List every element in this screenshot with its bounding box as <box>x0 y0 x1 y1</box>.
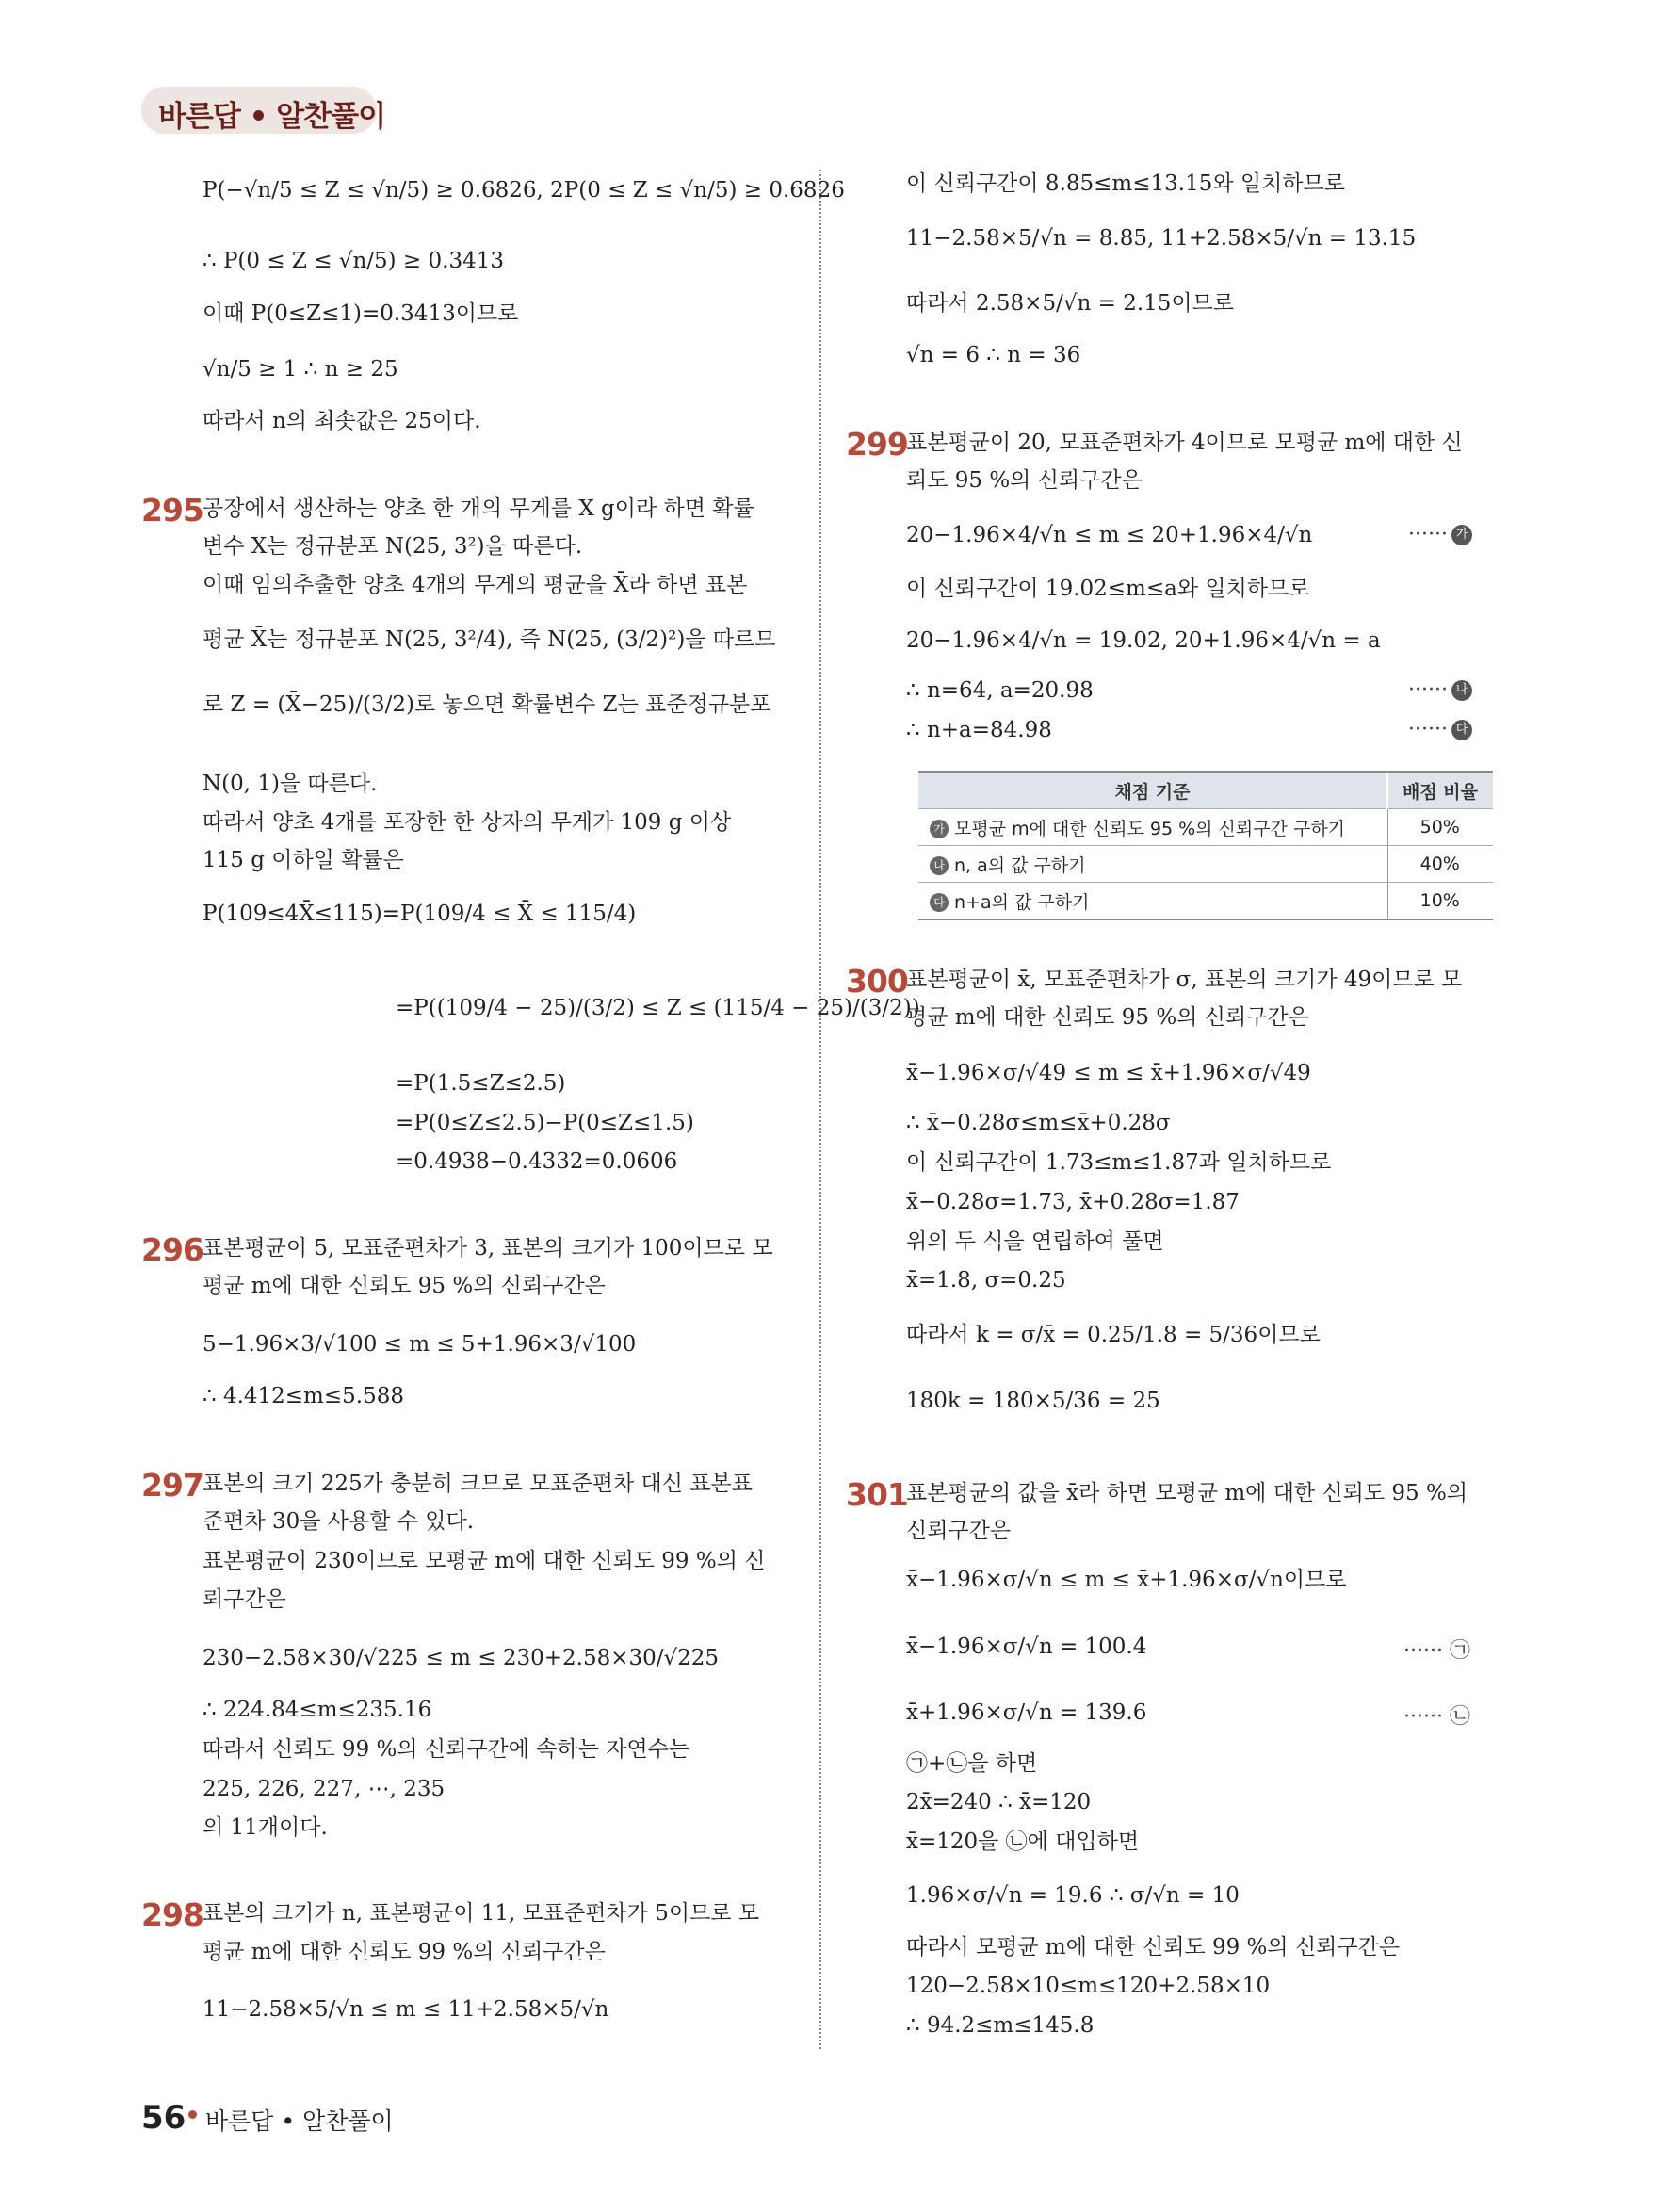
p301-line-3: x̄−1.96×σ/√n ≤ m ≤ x̄+1.96×σ/√n이므로 <box>906 1568 1347 1592</box>
grading-text: 모평균 m에 대한 신뢰도 95 %의 신뢰구간 구하기 <box>954 818 1346 839</box>
p300-line-1: 표본평균이 x̄, 모표준편차가 σ, 표본의 크기가 49이므로 모 <box>906 968 1463 992</box>
p301-line-5: x̄+1.96×σ/√n = 139.6 <box>906 1700 1147 1725</box>
p301-line-2: 신뢰구간은 <box>906 1519 1012 1543</box>
left-cont-line-4: √n/5 ≥ 1 ∴ n ≥ 25 <box>203 357 398 382</box>
right-cont-line-3: 따라서 2.58×5/√n = 2.15이므로 <box>906 291 1235 316</box>
p298-line-2: 평균 m에 대한 신뢰도 99 %의 신뢰구간은 <box>203 1940 606 1964</box>
grading-table <box>918 771 1493 920</box>
circle-na-icon: 나 <box>930 856 949 875</box>
right-cont-line-4: √n = 6 ∴ n = 36 <box>906 343 1081 367</box>
left-cont-line-2: ∴ P(0 ≤ Z ≤ √n/5) ≥ 0.3413 <box>203 249 504 273</box>
p298-line-1: 표본의 크기가 n, 표본평균이 11, 모표준편차가 5이므로 모 <box>203 1901 760 1926</box>
circle-na-icon: 나 <box>1451 680 1472 701</box>
p295-line-6: N(0, 1)을 따른다. <box>203 772 378 796</box>
p299-line-1: 표본평균이 20, 모표준편차가 4이므로 모평균 m에 대한 신 <box>906 431 1463 455</box>
page-number: 56 <box>141 2099 186 2137</box>
p300-line-4: ∴ x̄−0.28σ≤m≤x̄+0.28σ <box>906 1111 1171 1135</box>
circle-da-icon: 다 <box>1451 720 1472 740</box>
p296-line-4: ∴ 4.412≤m≤5.588 <box>203 1384 404 1408</box>
p295-line-12: =P(0≤Z≤2.5)−P(0≤Z≤1.5) <box>396 1111 694 1135</box>
p299-line-7: ∴ n+a=84.98 <box>906 718 1052 742</box>
column-divider <box>819 170 821 2049</box>
p301-line-1: 표본평균의 값을 x̄라 하면 모평균 m에 대한 신뢰도 95 %의 <box>906 1481 1468 1505</box>
marker-circled-2 <box>1403 1700 1470 1730</box>
p297-line-5: 230−2.58×30/√225 ≤ m ≤ 230+2.58×30/√225 <box>203 1646 720 1670</box>
problem-number-299: 299 <box>846 426 908 463</box>
p299-line-4: 이 신뢰구간이 19.02≤m≤a와 일치하므로 <box>906 577 1310 601</box>
p301-line-9: 1.96×σ/√n = 19.6 ∴ σ/√n = 10 <box>906 1883 1240 1908</box>
footer-label: 바른답 • 알찬풀이 <box>205 2107 394 2135</box>
grading-text: n+a의 값 구하기 <box>954 891 1090 913</box>
marker-dots: ······ <box>1403 1639 1443 1663</box>
marker-na <box>1408 678 1472 702</box>
p299-line-2: 뢰도 95 %의 신뢰구간은 <box>906 468 1143 493</box>
problem-number-298: 298 <box>141 1896 203 1933</box>
p295-line-2: 변수 X는 정규분포 N(25, 3²)을 따른다. <box>203 534 583 559</box>
grading-pct: 10% <box>1387 883 1493 920</box>
p300-line-3: x̄−1.96×σ/√49 ≤ m ≤ x̄+1.96×σ/√49 <box>906 1061 1311 1085</box>
marker-dots: ······ <box>1408 678 1448 702</box>
table-row <box>918 809 1493 846</box>
p295-line-11: =P(1.5≤Z≤2.5) <box>396 1071 566 1096</box>
grading-cell <box>918 846 1387 883</box>
problem-number-296: 296 <box>141 1231 203 1268</box>
footer-dot-icon <box>188 2110 197 2119</box>
circle-ga-icon: 가 <box>930 820 949 838</box>
marker-dots: ······ <box>1408 523 1448 546</box>
p299-line-6: ∴ n=64, a=20.98 <box>906 678 1094 703</box>
header-title: 바른답 • 알찬풀이 <box>158 100 386 134</box>
p301-line-6: ㉠+㉡을 하면 <box>906 1751 1038 1776</box>
circled-2-icon: ㉡ <box>1449 1705 1470 1729</box>
grading-pct: 40% <box>1387 846 1493 883</box>
p301-line-4: x̄−1.96×σ/√n = 100.4 <box>906 1635 1147 1659</box>
p300-line-8: x̄=1.8, σ=0.25 <box>906 1268 1066 1293</box>
left-cont-line-5: 따라서 n의 최솟값은 25이다. <box>203 409 481 433</box>
p295-line-10: =P((109/4 − 25)/(3/2) ≤ Z ≤ (115/4 − 25)/(3/2)) <box>396 996 920 1020</box>
p299-line-3: 20−1.96×4/√n ≤ m ≤ 20+1.96×4/√n <box>906 523 1313 547</box>
problem-number-297: 297 <box>141 1467 203 1504</box>
p297-line-4: 뢰구간은 <box>203 1587 286 1612</box>
p296-line-3: 5−1.96×3/√100 ≤ m ≤ 5+1.96×3/√100 <box>203 1332 637 1357</box>
marker-dots: ······ <box>1403 1705 1443 1729</box>
p297-line-1: 표본의 크기 225가 충분히 크므로 모표준편차 대신 표본표 <box>203 1472 753 1496</box>
p298-line-3: 11−2.58×5/√n ≤ m ≤ 11+2.58×5/√n <box>203 1997 609 2022</box>
p301-line-11: 120−2.58×10≤m≤120+2.58×10 <box>906 1974 1271 1998</box>
marker-dots: ······ <box>1408 718 1448 741</box>
p301-line-8: x̄=120을 ㉡에 대입하면 <box>906 1830 1140 1854</box>
p300-line-7: 위의 두 식을 연립하여 풀면 <box>906 1229 1164 1254</box>
grading-header-ratio: 배점 비율 <box>1387 772 1493 809</box>
p295-line-1: 공장에서 생산하는 양초 한 개의 무게를 X g이라 하면 확률 <box>203 496 754 521</box>
left-cont-line-3: 이때 P(0≤Z≤1)=0.3413이므로 <box>203 301 519 326</box>
p295-line-7: 따라서 양초 4개를 포장한 한 상자의 무게가 109 g 이상 <box>203 810 732 835</box>
p300-line-5: 이 신뢰구간이 1.73≤m≤1.87과 일치하므로 <box>906 1150 1332 1175</box>
p301-line-7: 2x̄=240 ∴ x̄=120 <box>906 1790 1092 1814</box>
p297-line-8: 225, 226, 227, ⋯, 235 <box>203 1777 446 1801</box>
problem-number-300: 300 <box>846 963 908 1000</box>
circle-da-icon: 다 <box>930 893 949 912</box>
p299-line-5: 20−1.96×4/√n = 19.02, 20+1.96×4/√n = a <box>906 628 1381 653</box>
left-cont-line-1: P(−√n/5 ≤ Z ≤ √n/5) ≥ 0.6826, 2P(0 ≤ Z ≤ √n/5) ≥ 0.6826 <box>203 178 845 203</box>
p300-line-9: 따라서 k = σ/x̄ = 0.25/1.8 = 5/36이므로 <box>906 1323 1321 1347</box>
p297-line-9: 의 11개이다. <box>203 1815 328 1840</box>
grading-header-criteria: 채점 기준 <box>918 772 1387 809</box>
p295-line-8: 115 g 이하일 확률은 <box>203 848 404 872</box>
table-row <box>918 883 1493 920</box>
circled-1-icon: ㉠ <box>1449 1639 1470 1663</box>
grading-cell <box>918 883 1387 920</box>
p297-line-3: 표본평균이 230이므로 모평균 m에 대한 신뢰도 99 %의 신 <box>203 1549 766 1573</box>
right-cont-line-2: 11−2.58×5/√n = 8.85, 11+2.58×5/√n = 13.15 <box>906 226 1417 251</box>
p295-line-5: 로 Z = (X̄−25)/(3/2)로 놓으면 확률변수 Z는 표준정규분포 <box>203 692 771 717</box>
right-cont-line-1: 이 신뢰구간이 8.85≤m≤13.15와 일치하므로 <box>906 171 1345 196</box>
p300-line-6: x̄−0.28σ=1.73, x̄+0.28σ=1.87 <box>906 1190 1240 1214</box>
grading-cell <box>918 809 1387 846</box>
table-row <box>918 846 1493 883</box>
p296-line-2: 평균 m에 대한 신뢰도 95 %의 신뢰구간은 <box>203 1274 606 1298</box>
grading-table-header <box>918 772 1493 809</box>
grading-pct: 50% <box>1387 809 1493 846</box>
circle-ga-icon: 가 <box>1451 525 1472 545</box>
problem-number-295: 295 <box>141 492 203 529</box>
marker-da <box>1408 718 1472 741</box>
p295-line-9: P(109≤4X̄≤115)=P(109/4 ≤ X̄ ≤ 115/4) <box>203 902 637 926</box>
p301-line-10: 따라서 모평균 m에 대한 신뢰도 99 %의 신뢰구간은 <box>906 1935 1401 1960</box>
p297-line-6: ∴ 224.84≤m≤235.16 <box>203 1698 432 1722</box>
grading-text: n, a의 값 구하기 <box>954 854 1086 876</box>
p301-line-12: ∴ 94.2≤m≤145.8 <box>906 2013 1095 2038</box>
p300-line-2: 평균 m에 대한 신뢰도 95 %의 신뢰구간은 <box>906 1005 1309 1030</box>
problem-number-301: 301 <box>846 1476 908 1513</box>
p300-line-10: 180k = 180×5/36 = 25 <box>906 1389 1160 1413</box>
p297-line-2: 준편차 30을 사용할 수 있다. <box>203 1509 475 1534</box>
p296-line-1: 표본평균이 5, 모표준편차가 3, 표본의 크기가 100이므로 모 <box>203 1236 773 1261</box>
marker-ga <box>1408 523 1472 546</box>
p295-line-13: =0.4938−0.4332=0.0606 <box>396 1149 678 1174</box>
p295-line-3: 이때 임의추출한 양초 4개의 무게의 평균을 X̄라 하면 표본 <box>203 573 748 597</box>
marker-circled-1 <box>1403 1635 1470 1664</box>
p295-line-4: 평균 X̄는 정규분포 N(25, 3²/4), 즉 N(25, (3/2)²)을 따르므 <box>203 627 776 652</box>
p297-line-7: 따라서 신뢰도 99 %의 신뢰구간에 속하는 자연수는 <box>203 1737 690 1762</box>
